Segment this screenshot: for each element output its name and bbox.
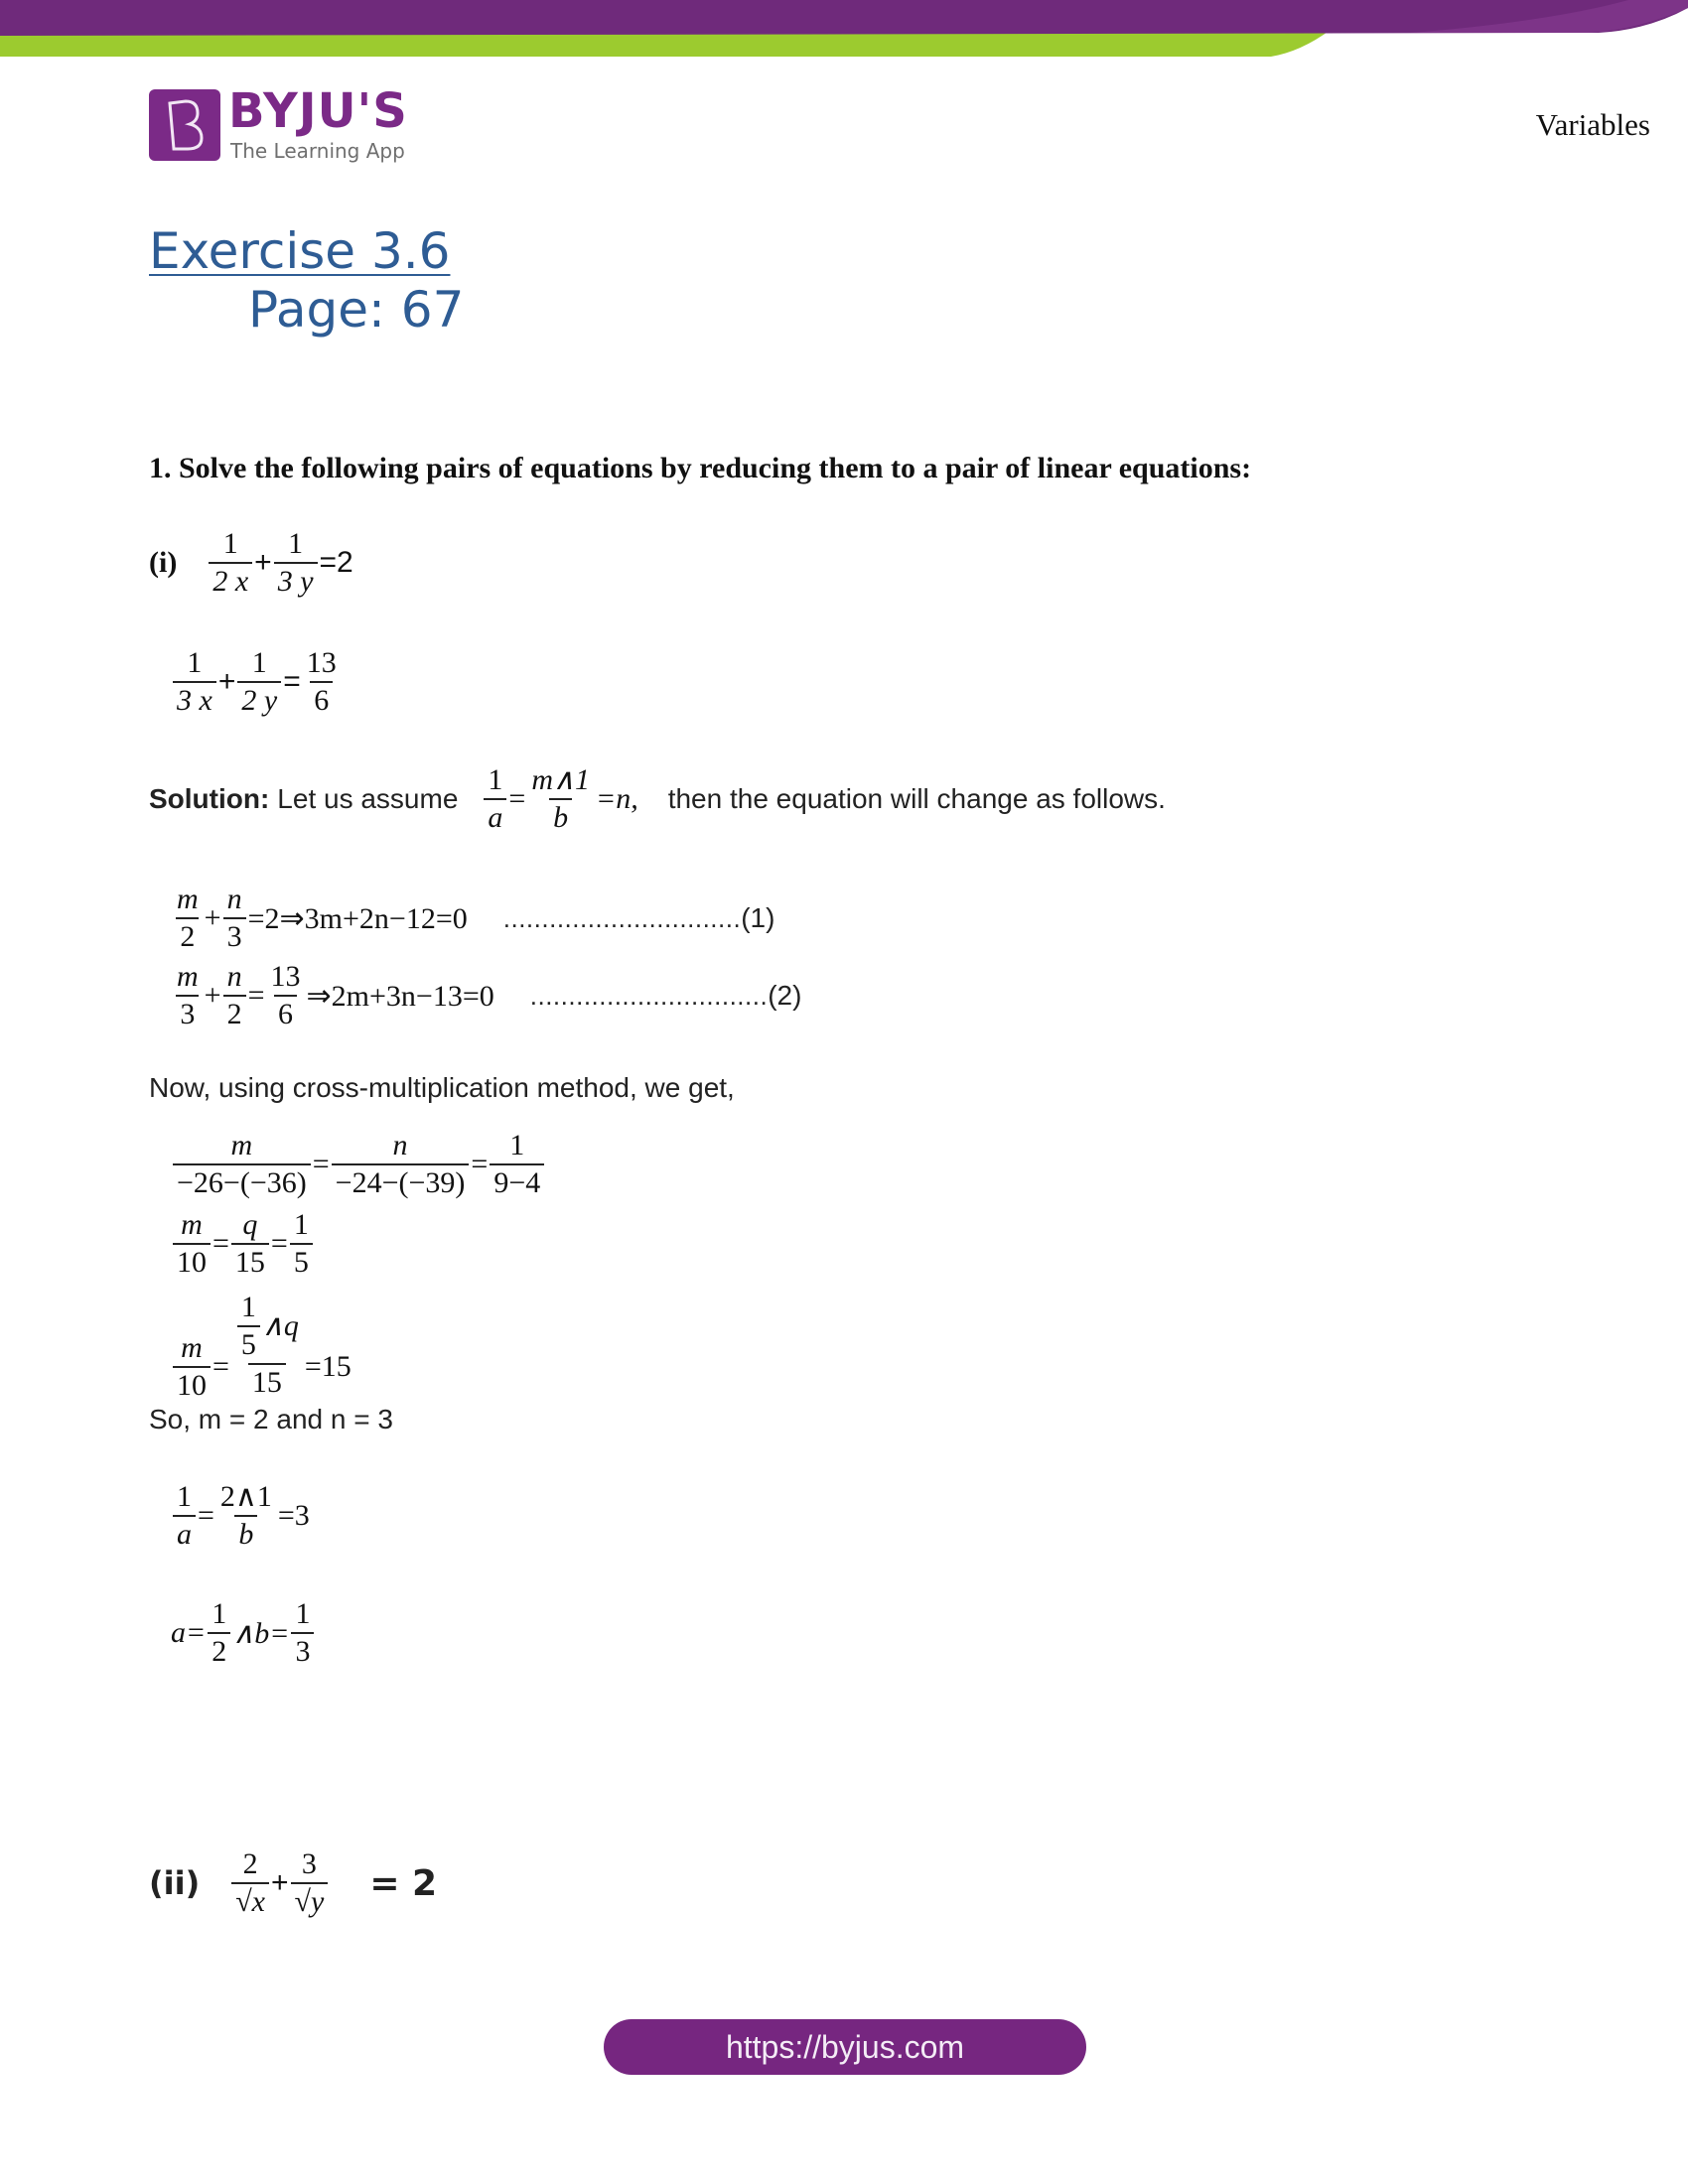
numerator: m xyxy=(181,1208,203,1241)
numerator: 1 xyxy=(488,763,503,796)
fraction xyxy=(223,882,246,955)
equals: = xyxy=(270,1227,288,1260)
numerator: 13 xyxy=(306,646,337,679)
operator: + xyxy=(254,546,272,579)
result-text: So, m = 2 and n = 3 xyxy=(149,1404,393,1434)
fraction xyxy=(173,1479,196,1553)
numerator: 1 xyxy=(288,527,304,560)
step-2-equation xyxy=(171,1287,352,1404)
fraction xyxy=(267,959,305,1032)
numerator-tail: ∧q xyxy=(261,1309,299,1342)
denominator xyxy=(231,1882,269,1920)
numerator: n xyxy=(226,883,242,915)
brand-name: BYJU'S xyxy=(228,83,408,139)
sqrt-icon: √ xyxy=(294,1885,311,1918)
fraction xyxy=(274,526,318,600)
equation-tag: (1) xyxy=(741,902,775,933)
fraction xyxy=(209,526,252,600)
leader-dots: ............................... xyxy=(529,980,769,1011)
fraction xyxy=(208,1596,230,1670)
equals: = xyxy=(471,1148,489,1180)
equation-rest: ⇒2m+3n−13=0 xyxy=(306,979,494,1013)
numerator: 1 xyxy=(187,646,203,679)
fraction xyxy=(484,762,506,836)
tail: =n, xyxy=(595,782,638,815)
fraction xyxy=(223,959,246,1032)
numerator: 1 xyxy=(251,646,267,679)
numerator: m xyxy=(230,1129,253,1161)
step-1-equation xyxy=(171,1207,315,1281)
fraction xyxy=(216,1479,276,1553)
denominator: 2 y xyxy=(237,681,281,719)
denominator: 6 xyxy=(274,995,297,1032)
rhs: =15 xyxy=(304,1350,352,1383)
logo-b-icon xyxy=(162,97,208,153)
equals: = xyxy=(283,665,301,698)
denominator: 2 x xyxy=(209,562,252,600)
denominator: 10 xyxy=(173,1243,211,1281)
denominator: 3 y xyxy=(274,562,318,600)
part-i-equation-1 xyxy=(149,526,353,600)
part-i-equation-2 xyxy=(171,645,343,719)
denominator: a xyxy=(173,1515,196,1553)
denominator: 5 xyxy=(290,1243,313,1281)
fraction xyxy=(173,882,203,955)
numerator: m xyxy=(177,960,199,993)
brand-tagline: The Learning App xyxy=(230,139,405,163)
solution-tail: then the equation will change as follows. xyxy=(667,783,1166,814)
numerator: 1 xyxy=(509,1129,525,1161)
numerator: n xyxy=(226,960,242,993)
assumption-formula xyxy=(482,762,637,836)
equation-tag: (2) xyxy=(768,980,802,1011)
exercise-title: Exercise 3.6 xyxy=(149,222,451,280)
numerator: 1 xyxy=(222,527,238,560)
fraction xyxy=(231,1846,269,1920)
cross-multiplication-equation xyxy=(171,1128,546,1201)
fraction xyxy=(303,645,341,719)
denominator: 10 xyxy=(173,1366,211,1404)
operator: + xyxy=(270,1866,289,1899)
fraction xyxy=(237,1290,260,1363)
numerator: 1 xyxy=(177,1480,192,1513)
operator: + xyxy=(204,979,221,1012)
fraction xyxy=(291,1596,314,1670)
fraction xyxy=(332,1128,470,1201)
numerator: m xyxy=(177,883,199,915)
equals: = xyxy=(312,1148,330,1180)
numerator: n xyxy=(392,1129,408,1161)
numerator: 1 xyxy=(295,1597,311,1630)
numerator: m xyxy=(181,1331,203,1364)
footer-url-link[interactable] xyxy=(604,2019,1086,2075)
middle: ∧b= xyxy=(232,1616,290,1650)
equals: = xyxy=(212,1227,229,1260)
fraction xyxy=(237,645,281,719)
linear-equation-1 xyxy=(171,882,774,955)
numerator: 13 xyxy=(270,960,301,993)
denominator: 9−4 xyxy=(490,1163,544,1201)
byjus-logo xyxy=(149,83,417,169)
banner-purple-band xyxy=(0,0,1688,36)
compound-numerator xyxy=(231,1290,303,1363)
equals: = xyxy=(198,1499,214,1532)
chapter-label: Variables xyxy=(1535,107,1650,142)
denominator: 3 xyxy=(223,917,246,955)
denominator: 3 x xyxy=(173,681,216,719)
fraction xyxy=(290,1207,313,1281)
lhs: a= xyxy=(171,1616,207,1649)
numerator: m∧1 xyxy=(531,763,590,796)
numerator: 1 xyxy=(211,1597,227,1630)
fraction xyxy=(173,1207,211,1281)
leader-dots: ............................... xyxy=(502,902,742,933)
fraction xyxy=(173,1330,211,1404)
denominator: b xyxy=(234,1515,257,1553)
header-banner xyxy=(0,0,1688,60)
radicand: x xyxy=(251,1885,265,1918)
denominator: −26−(−36) xyxy=(173,1163,311,1201)
denominator: 15 xyxy=(231,1243,269,1281)
equals: = xyxy=(212,1350,229,1383)
denominator: 3 xyxy=(291,1632,314,1670)
back-substitution-1 xyxy=(171,1479,310,1553)
part-ii-equation xyxy=(149,1846,437,1920)
part-ii-label: (ii) xyxy=(149,1864,201,1902)
numerator: 2∧1 xyxy=(219,1480,272,1513)
numerator: 1 xyxy=(293,1208,309,1241)
fraction xyxy=(291,1846,329,1920)
denominator: 15 xyxy=(248,1363,286,1401)
denominator: b xyxy=(549,798,572,836)
question-text: 1. Solve the following pairs of equations by reducing them to a pair of linear equations: xyxy=(149,452,1252,484)
denominator: a xyxy=(484,798,506,836)
denominator: 6 xyxy=(310,681,333,719)
back-substitution-2 xyxy=(171,1596,316,1670)
radicand: y xyxy=(310,1885,325,1918)
denominator: 2 xyxy=(223,995,246,1032)
rhs: = 2 xyxy=(369,1862,438,1904)
numerator: 2 xyxy=(242,1847,258,1880)
denominator xyxy=(291,1882,329,1920)
operator: + xyxy=(217,665,236,698)
fraction xyxy=(173,645,216,719)
denominator: 2 xyxy=(208,1632,230,1670)
equals: = xyxy=(247,979,265,1012)
numerator: 3 xyxy=(301,1847,317,1880)
numerator: q xyxy=(242,1208,258,1241)
fraction xyxy=(490,1128,544,1201)
denominator: 3 xyxy=(176,995,199,1032)
fraction xyxy=(173,959,203,1032)
sqrt-icon: √ xyxy=(235,1885,252,1918)
cross-multiplication-text: Now, using cross-multiplication method, we get, xyxy=(149,1072,735,1103)
fraction xyxy=(231,1207,269,1281)
logo-icon-box xyxy=(149,89,220,161)
denominator: 2 xyxy=(176,917,199,955)
operator: + xyxy=(204,901,221,934)
equals: = xyxy=(508,782,526,815)
fraction xyxy=(173,1128,311,1201)
numerator: 1 xyxy=(240,1291,256,1323)
fraction xyxy=(527,762,594,836)
part-i-label: (i) xyxy=(149,546,178,579)
rhs: =2 xyxy=(319,546,353,579)
denominator: 5 xyxy=(237,1325,260,1363)
solution-intro-line xyxy=(149,762,1166,836)
denominator: −24−(−39) xyxy=(332,1163,470,1201)
equation-rest: =2⇒3m+2n−12=0 xyxy=(247,901,468,935)
footer-url[interactable]: https://byjus.com xyxy=(725,2028,965,2065)
exercise-page: Page: 67 xyxy=(248,281,465,339)
rhs: =3 xyxy=(277,1499,310,1532)
solution-label: Solution: xyxy=(149,783,270,814)
solution-intro: Let us assume xyxy=(277,783,459,814)
linear-equation-2 xyxy=(171,959,801,1032)
compound-fraction xyxy=(231,1290,303,1401)
